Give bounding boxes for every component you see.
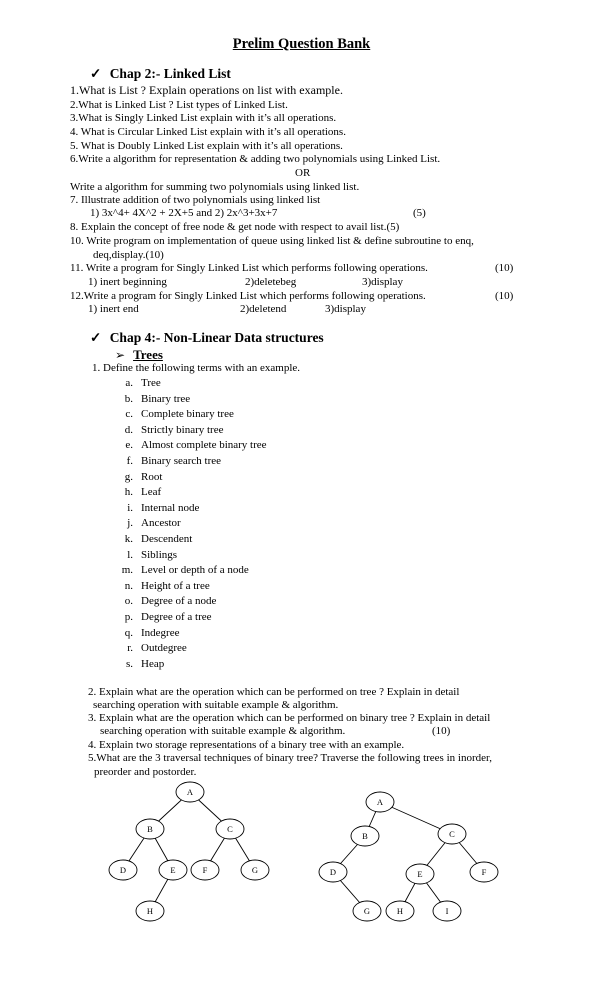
term-letter: s. [125, 657, 133, 670]
tree-node-label: G [251, 865, 259, 875]
tree-node-label: B [362, 831, 368, 841]
term-letter: q. [124, 626, 133, 639]
question-4: 4. What is Circular Linked List explain with it’s all operations. [70, 126, 346, 138]
tree-node-label: F [202, 865, 208, 875]
chap4-title: Chap 4:- Non-Linear Data structures [109, 330, 324, 345]
term-letter: a. [125, 377, 133, 389]
check-icon: ✓ [90, 330, 102, 345]
term-letter: h. [124, 486, 133, 499]
term-item [117, 549, 177, 561]
question-12-op2: 2)deletend [240, 303, 287, 315]
term-text: Degree of a node [141, 595, 217, 608]
term-letter: b. [124, 392, 133, 405]
term-text: Outdegree [141, 642, 187, 655]
question-5: 5. What is Doubly Linked List explain with it’s all operations. [70, 140, 343, 152]
term-letter: l. [127, 548, 133, 561]
question-8: 8. Explain the concept of free node & get node with respect to avail list.(5) [70, 221, 400, 233]
tree-node-label: E [417, 869, 423, 879]
tree-node-label: I [445, 906, 449, 916]
tree-node-label: A [376, 797, 384, 807]
tree-node-label: G [363, 906, 371, 916]
term-item [117, 611, 212, 623]
tree-question-4: 4. Explain two storage representations of a binary tree with an example. [88, 739, 405, 751]
term-letter: m. [121, 564, 133, 577]
question-7-polys: 1) 3x^4+ 4X^2 + 2X+5 and 2) 2x^3+3x+7 [90, 207, 278, 219]
term-item [117, 517, 181, 529]
term-text: Leaf [141, 486, 162, 499]
term-letter: g. [124, 470, 133, 483]
term-text: Internal node [141, 501, 200, 514]
term-letter: k. [124, 533, 133, 545]
binary-tree-diagrams [0, 770, 603, 930]
question-2: 2.What is Linked List ? List types of Linked List. [70, 99, 288, 111]
question-12: 12.Write a program for Singly Linked List which performs following operations. [70, 290, 426, 302]
question-3: 3.What is Singly Linked List explain with it’s all operations. [70, 112, 337, 124]
question-7-marks: (5) [413, 207, 426, 219]
tree-diagram-1 [109, 782, 269, 921]
term-item [117, 564, 249, 576]
term-item [117, 393, 190, 405]
term-item [117, 424, 223, 436]
term-item [117, 439, 267, 451]
term-letter: j. [127, 517, 133, 530]
tree-node-label: C [227, 824, 233, 834]
term-letter: f. [126, 455, 133, 467]
tree-node-label: B [147, 824, 153, 834]
term-item [117, 642, 187, 654]
tree-node-label: H [146, 906, 154, 916]
tree-node-label: H [396, 906, 404, 916]
chap4-heading [90, 330, 324, 346]
term-item [117, 408, 234, 420]
arrow-icon: ➢ [115, 348, 126, 362]
tree-question-2: 2. Explain what are the operation which can be performed on tree ? Explain in detail [88, 686, 460, 698]
tree-diagram-2 [319, 792, 498, 921]
question-1: 1.What is List ? Explain operations on list with example. [70, 83, 343, 97]
term-text: Height of a tree [141, 579, 210, 592]
term-text: Descendent [141, 533, 193, 545]
term-text: Ancestor [141, 517, 181, 530]
term-item [117, 377, 161, 389]
check-icon: ✓ [90, 66, 102, 81]
tree-question-3-cont: searching operation with suitable example & algorithm. [100, 725, 346, 737]
question-6-alt: Write a algorithm for summing two polynomials using linked list. [70, 181, 360, 193]
term-item [117, 533, 192, 545]
question-7: 7. Illustrate addition of two polynomials using linked list [70, 194, 321, 206]
tree-node-label: F [481, 867, 487, 877]
term-letter: c. [125, 408, 133, 421]
term-item [117, 627, 179, 639]
term-text: Degree of a tree [141, 611, 212, 623]
term-item [117, 502, 199, 514]
question-11-op1: 1) inert beginning [88, 276, 167, 288]
term-text: Tree [141, 377, 161, 389]
question-12-marks: (10) [495, 290, 514, 302]
question-11-marks: (10) [495, 262, 514, 274]
term-text: Level or depth of a node [141, 564, 249, 577]
tree-node-label: D [329, 867, 337, 877]
term-item [117, 471, 162, 483]
term-text: Root [141, 470, 163, 483]
term-letter: i. [127, 501, 133, 514]
term-item [117, 455, 221, 467]
tree-question-5: 5.What are the 3 traversal techniques of binary tree? Traverse the following trees in inorder, [88, 752, 492, 764]
term-text: Binary search tree [141, 455, 222, 467]
term-item [117, 658, 164, 670]
term-letter: o. [124, 595, 133, 608]
tree-node-label: C [449, 829, 455, 839]
tree-question-1: 1. Define the following terms with an example. [92, 362, 301, 374]
question-12-op3: 3)display [325, 303, 366, 315]
question-11-op3: 3)display [362, 276, 403, 288]
term-text: Complete binary tree [141, 408, 234, 421]
term-text: Indegree [141, 626, 180, 639]
term-text: Heap [141, 657, 165, 670]
tree-question-2-cont: searching operation with suitable example & algorithm. [93, 699, 339, 711]
term-letter: d. [124, 423, 133, 436]
term-text: Siblings [141, 548, 178, 561]
trees-title: Trees [133, 347, 163, 362]
term-letter: r. [127, 642, 133, 655]
term-text: Binary tree [141, 392, 191, 405]
question-11-op2: 2)deletebeg [245, 276, 297, 288]
page-title: Prelim Question Bank [232, 36, 371, 52]
term-text: Strictly binary tree [141, 423, 224, 436]
question-10: 10. Write program on implementation of queue using linked list & define subroutine to enq, [70, 235, 474, 247]
term-letter: n. [124, 579, 133, 592]
term-item [117, 595, 216, 607]
chap2-title: Chap 2:- Linked List [109, 66, 231, 81]
question-11: 11. Write a program for Singly Linked List which performs following operations. [70, 262, 428, 274]
question-10-cont: deq,display.(10) [93, 249, 164, 261]
term-letter: p. [124, 611, 133, 623]
question-6: 6.Write a algorithm for representation & adding two polynomials using Linked List. [70, 153, 441, 165]
tree-node-label: A [186, 787, 194, 797]
term-letter: e. [125, 439, 133, 452]
chap2-heading [90, 66, 231, 82]
tree-node-label: E [170, 865, 176, 875]
term-text: Almost complete binary tree [141, 439, 267, 452]
term-item [117, 580, 210, 592]
tree-question-3: 3. Explain what are the operation which can be performed on binary tree ? Explain in detail [88, 712, 491, 724]
tree-question-3-marks: (10) [432, 725, 451, 737]
or-separator: OR [295, 167, 311, 179]
tree-question-5-cont: preorder and postorder. [94, 766, 197, 778]
tree-node-label: D [119, 865, 127, 875]
question-12-op1: 1) inert end [88, 303, 139, 315]
term-item [117, 486, 161, 498]
